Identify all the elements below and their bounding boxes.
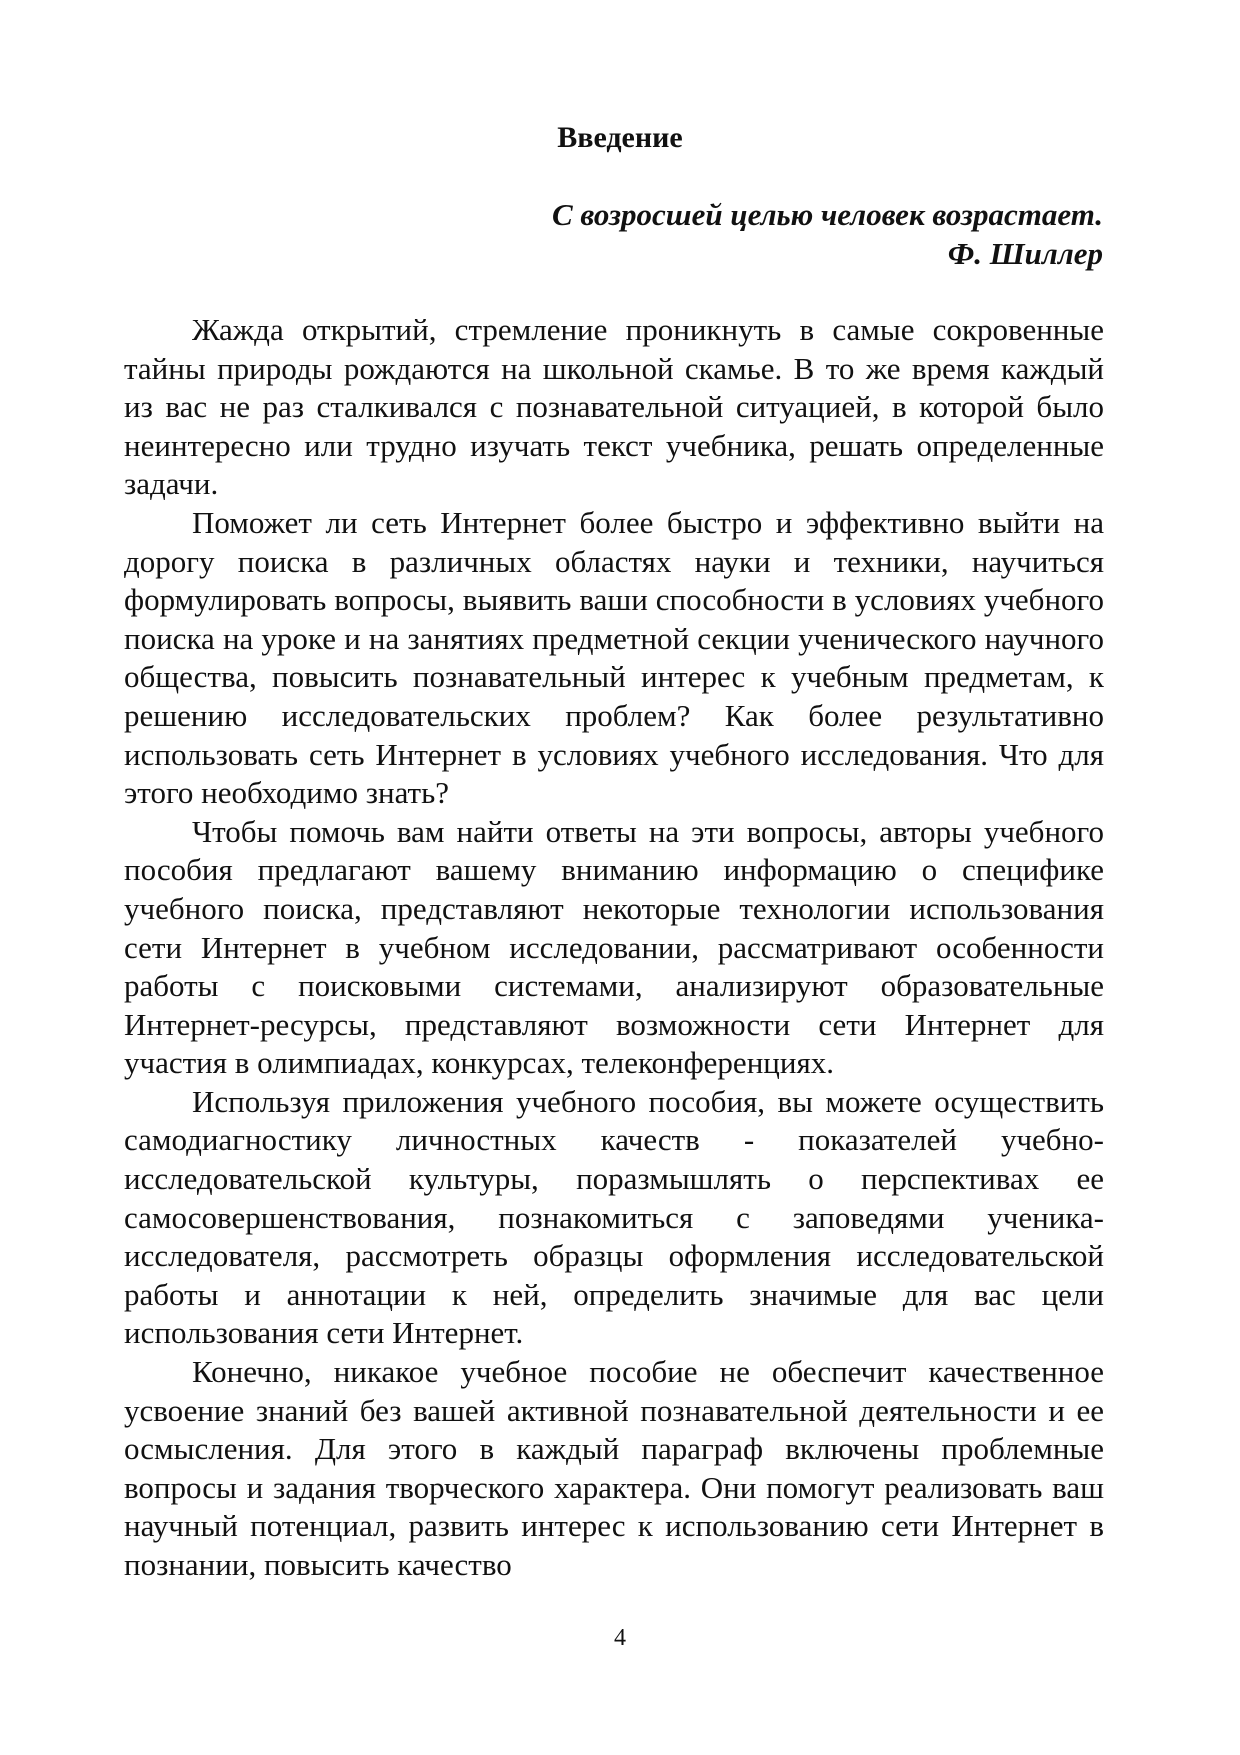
paragraph-3: Чтобы помочь вам найти ответы на эти вопросы, авторы учебного пособия предлагают вашему вниманию информацию о специфике учебного поиска, представляют некоторые технологии использования сети Интернет в учебном исследовании, рассматривают особенности работы с поисковыми системами, анализируют образовательные Интернет-ресурсы, представляют возможности сети Интернет для участия в олимпиадах, конкурсах, телеконференциях. (124, 813, 1104, 1081)
epigraph (552, 195, 1103, 273)
paragraph-2: Поможет ли сеть Интернет более быстро и эффективно выйти на дорогу поиска в различных областях науки и техники, научиться формулировать вопросы, выявить ваши способности в условиях учебного поиска на уроке и на занятиях предметной секции ученического научного общества, повысить познавательный интерес к учебным предметам, к решению исследовательских проблем? Как более результативно использовать сеть Интернет в условиях учебного исследования. Что для этого необходимо знать? (124, 504, 1104, 811)
body-text (124, 311, 1104, 1585)
paragraph-4: Используя приложения учебного пособия, вы можете осуществить самодиагностику личностных качеств - показателей учебно-исследовательской культуры, поразмышлять о перспективах ее самосовершенствования, познакомиться с заповедями ученика-исследователя, рассмотреть образцы оформления исследовательской работы и аннотации к ней, определить значимые для вас цели использования сети Интернет. (124, 1083, 1104, 1351)
page-title: Введение (557, 121, 683, 154)
epigraph-quote: С возросшей целью человек возрастает. (551, 197, 1103, 232)
epigraph-author: Ф. Шиллер (947, 236, 1103, 271)
page-number: 4 (614, 1625, 626, 1651)
paragraph-1: Жажда открытий, стремление проникнуть в самые сокровенные тайны природы рождаются на школьной скамье. В то же время каждый из вас не раз сталкивался с познавательной ситуацией, в которой было неинтересно или трудно изучать текст учебника, решать определенные задачи. (124, 312, 1104, 502)
paragraph-5: Конечно, никакое учебное пособие не обеспечит качественное усвоение знаний без вашей активной познавательной деятельности и ее осмысления. Для этого в каждый параграф включены проблемные вопросы и задания творческого характера. Они помогут реализовать ваш научный потенциал, развить интерес к использованию сети Интернет в познании, повысить качество (124, 1354, 1104, 1582)
